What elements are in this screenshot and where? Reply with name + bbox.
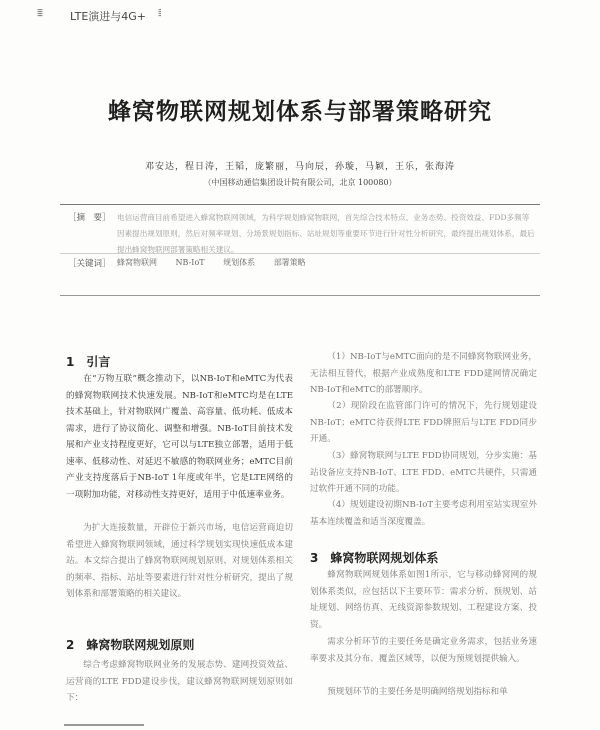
body-paragraph: 综合考虑蜂窝物联网业务的发展态势、建网投资效益、运营商的LTE FDD建设步伐，建议蜂窝物联网规划原则如下：	[66, 660, 293, 703]
keywords-label: ［关键词］	[68, 259, 111, 269]
header-dots-icon: ⦙⦙⦙⦙	[37, 8, 42, 19]
keyword: 部署策略	[273, 258, 306, 267]
principle-item: （1）NB-IoT与eMTC面向的是不同蜂窝物联网业务，无法相互替代，根据产业成熟度和LTE FDD建网情况确定NB-IoT和eMTC的部署顺序。	[310, 352, 537, 395]
body-paragraph: 预规划环节的主要任务是明确网络规划指标和单	[327, 687, 508, 697]
section-heading-1: 1 引言	[66, 355, 111, 369]
footer-rule	[64, 724, 144, 726]
keyword: 规划体系	[223, 258, 256, 267]
body-paragraph: 为扩大连接数量，开辟位于新兴市场，电信运营商迫切希望进入蜂窝物联网领域，通过科学规划实现快速低成本建站。本文综合提出了蜂窝物联网规划原则、对规划体系相关的频率、指标、站址等要素进行针对性分析研究，提出了规划体系和部署策略的相关建议。	[66, 523, 293, 599]
keyword: NB-IoT	[175, 258, 205, 267]
keywords-list	[117, 257, 318, 268]
principle-item: （3）蜂窝物联网与LTE FDD协同规划，分步实施：基站设备应支持NB-IoT、LTE FDD、eMTC共硬件，只需通过软件开通不同的功能。	[310, 451, 537, 494]
divider	[60, 253, 540, 254]
abstract-text: 电信运营商目前希望进入蜂窝物联网领域，为科学规划蜂窝物联网，首先综合技术特点、业务态势、投资效益、FDD多频等因素提出规划原则，然后对频率规划、分场景规划指标、站址规划等重要环节进行针对性分析研究，最终提出规划体系，最后提出蜂窝物联网部署策略相关建议。	[117, 213, 535, 254]
body-paragraph: 蜂窝物联网规划体系如图1所示，它与移动蜂窝网的规划体系类似，应包括以下主要环节：需求分析、预规划、站址规划、网络仿真、无线资源参数规划、工程建设方案、投资。	[310, 570, 537, 630]
abstract-label: ［摘 要］	[68, 213, 111, 223]
header-series-title: LTE演进与4G+	[70, 10, 147, 23]
paper-title: 蜂窝物联网规划体系与部署策略研究	[108, 99, 492, 125]
abstract-block	[60, 204, 540, 296]
principle-item: （2）现阶段在监管部门许可的情况下，先行规划建设NB-IoT；eMTC待获得LTE FDD牌照后与LTE FDD同步开通。	[310, 401, 537, 444]
running-header	[0, 0, 600, 30]
body-paragraph: 在“万物互联”概念推动下，以NB-IoT和eMTC为代表的蜂窝物联网技术快速发展。NB-IoT和eMTC均是在LTE技术基础上，针对物联网广覆盖、高容量、低功耗、低成本需求，进行了协议简化、调整和增强。NB-IoT目前技术发展和产业支持程度更好，它可以与LTE独立部署，适用于低速率、低移动性、对延迟不敏感的物联网业务；eMTC目前产业支持度落后于NB-IoT 1年度或年半，它是LTE网络的一项附加功能，对移动性支持更好，适用于中低速率业务。	[66, 374, 293, 500]
keyword: 蜂窝物联网	[117, 258, 157, 267]
header-dots-icon: ⦙⦙	[158, 8, 161, 19]
author-list: 邓安达，程日涛，王韬，庞繁丽，马向辰，孙璇，马颖，王乐，张海涛	[144, 162, 455, 172]
principle-item: （4）规划建设初期NB-IoT主要考虑利用室站实现室外基本连续覆盖和适当深度覆盖。	[310, 500, 537, 527]
section-heading-2: 2 蜂窝物联网规划原则	[66, 638, 195, 652]
body-paragraph: 需求分析环节的主要任务是确定业务需求，包括业务速率要求及其分布、覆盖区域等，以便为预规划提供输入。	[310, 637, 537, 664]
section-heading-3: 3 蜂窝物联网规划体系	[310, 551, 439, 565]
affiliation: （中国移动通信集团设计院有限公司，北京 100080）	[203, 178, 397, 187]
